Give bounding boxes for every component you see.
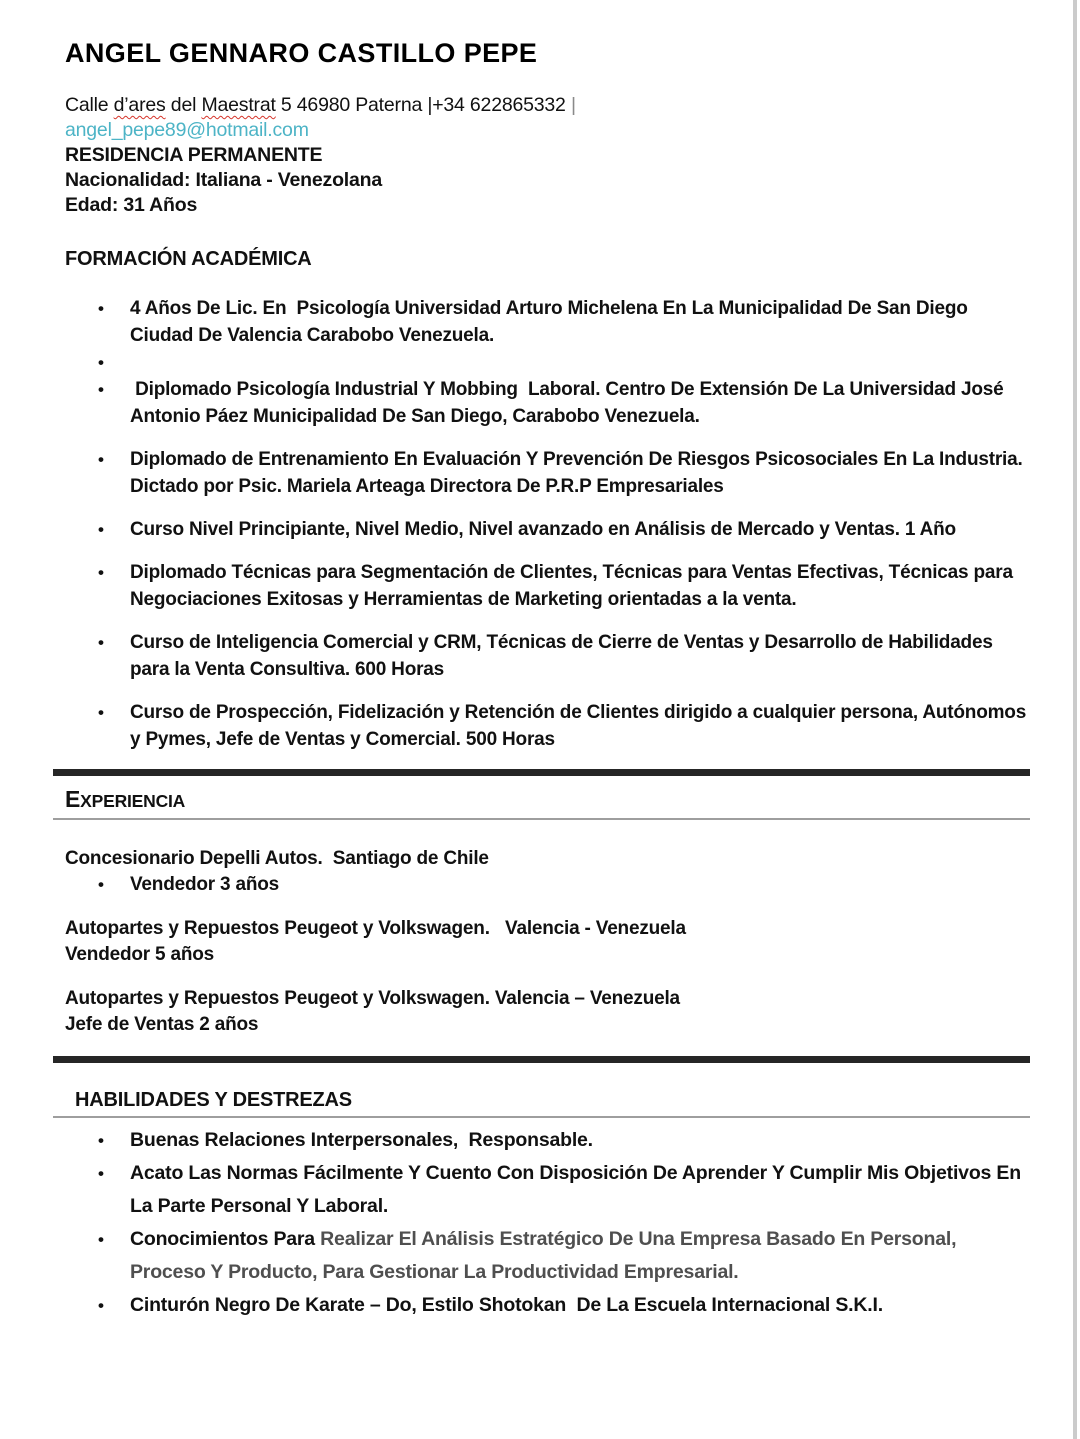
nationality: Nacionalidad: Italiana - Venezolana (65, 169, 383, 191)
address-segment: d’ares (113, 94, 166, 116)
address-segment: | (570, 94, 576, 116)
person-name: ANGEL GENNARO CASTILLO PEPE (65, 38, 538, 68)
email-line (65, 118, 1030, 143)
experience-role: • Vendedor 3 años (65, 872, 1030, 898)
skill-text-gray: Realizar El Análisis Estratégico De Una Empresa Basado En Personal, Proceso Y Producto, Para Gestionar La Productividad Empresarial. (130, 1228, 962, 1283)
skill-text: Acato Las Normas Fácilmente Y Cuento Con Disposición De Aprender Y Cumplir Mis Objetivos En La Parte Personal Y Laboral. (130, 1162, 1027, 1217)
page-right-edge (1073, 0, 1077, 1439)
education-list (65, 295, 1033, 753)
experience-role: Jefe de Ventas 2 años (65, 1014, 259, 1035)
skills-section-title: HABILIDADES Y DESTREZAS (75, 1089, 352, 1111)
skill-bullet (65, 1157, 1030, 1223)
skill-bullet (65, 1223, 1030, 1289)
address-segment: del (165, 94, 202, 116)
skill-text: Buenas Relaciones Interpersonales, Responsable. (130, 1129, 593, 1151)
experience-title-initial: E (65, 786, 81, 812)
experience-section-title (65, 786, 1030, 814)
education-section-title: FORMACIÓN ACADÉMICA (65, 248, 312, 270)
section-divider (53, 769, 1030, 776)
experience-company: Concesionario Depelli Autos. Santiago de Chile (65, 848, 489, 869)
education-bullet: • 4 Años De Lic. En Psicología Universidad Arturo Michelena En La Municipalidad De San Diego Ciudad De Valencia Carabobo Venezuela. (65, 295, 1030, 349)
experience-role: Vendedor 5 años (65, 944, 215, 965)
experience-entry (65, 986, 1030, 1038)
education-bullet: • Curso de Inteligencia Comercial y CRM, Técnicas de Cierre de Ventas y Desarrollo de Habilidades para la Venta Consultiva. 600 Horas (65, 629, 1030, 683)
education-bullet: • Diplomado Psicología Industrial Y Mobbing Laboral. Centro De Extensión De La Universidad José Antonio Páez Municipalidad De San Diego, Carabobo Venezuela. (65, 376, 1030, 430)
section-divider (53, 1056, 1030, 1063)
skills-list (65, 1124, 1030, 1322)
age: Edad: 31 Años (65, 194, 198, 216)
skill-text: Cinturón Negro De Karate – Do, Estilo Shotokan De La Escuela Internacional S.K.I. (130, 1294, 883, 1316)
skill-bullet (65, 1289, 1030, 1322)
education-bullet: • Curso Nivel Principiante, Nivel Medio, Nivel avanzado en Análisis de Mercado y Ventas. 1 Año (65, 516, 1030, 543)
education-bullet: • Curso de Prospección, Fidelización y Retención de Clientes dirigido a cualquier persona, Autónomos y Pymes, Jefe de Ventas y Comercial. 500 Horas (65, 699, 1030, 753)
resume-content (65, 0, 1033, 1322)
residence-status: RESIDENCIA PERMANENTE (65, 144, 323, 166)
skill-bullet (65, 1124, 1030, 1157)
experience-entry (65, 916, 1030, 968)
email-link[interactable]: angel_pepe89@hotmail.com (65, 119, 309, 141)
skill-text: Conocimientos Para (130, 1228, 321, 1250)
address-segment: 5 46980 Paterna |+34 622865332 (275, 94, 571, 116)
heading-underline (53, 818, 1030, 820)
education-bullet: • Diplomado Técnicas para Segmentación de Clientes, Técnicas para Ventas Efectivas, Técnicas para Negociaciones Exitosas y Herramientas de Marketing orientadas a la venta. (65, 559, 1030, 613)
experience-title-rest: XPERIENCIA (80, 791, 186, 811)
address-segment: Calle (65, 94, 114, 116)
address-line (65, 93, 1030, 118)
experience-entry (65, 846, 1030, 898)
address-segment: Maestrat (201, 94, 276, 116)
experience-entries (65, 846, 1030, 1038)
experience-company: Autopartes y Repuestos Peugeot y Volkswagen. Valencia – Venezuela (65, 988, 680, 1009)
heading-underline (53, 1116, 1030, 1118)
experience-company: Autopartes y Repuestos Peugeot y Volkswagen. Valencia - Venezuela (65, 918, 686, 939)
education-empty-bullet (65, 349, 1030, 376)
education-bullet: • Diplomado de Entrenamiento En Evaluación Y Prevención De Riesgos Psicosociales En La Industria. Dictado por Psic. Mariela Arteaga Directora De P.R.P Empresariales (65, 446, 1030, 500)
